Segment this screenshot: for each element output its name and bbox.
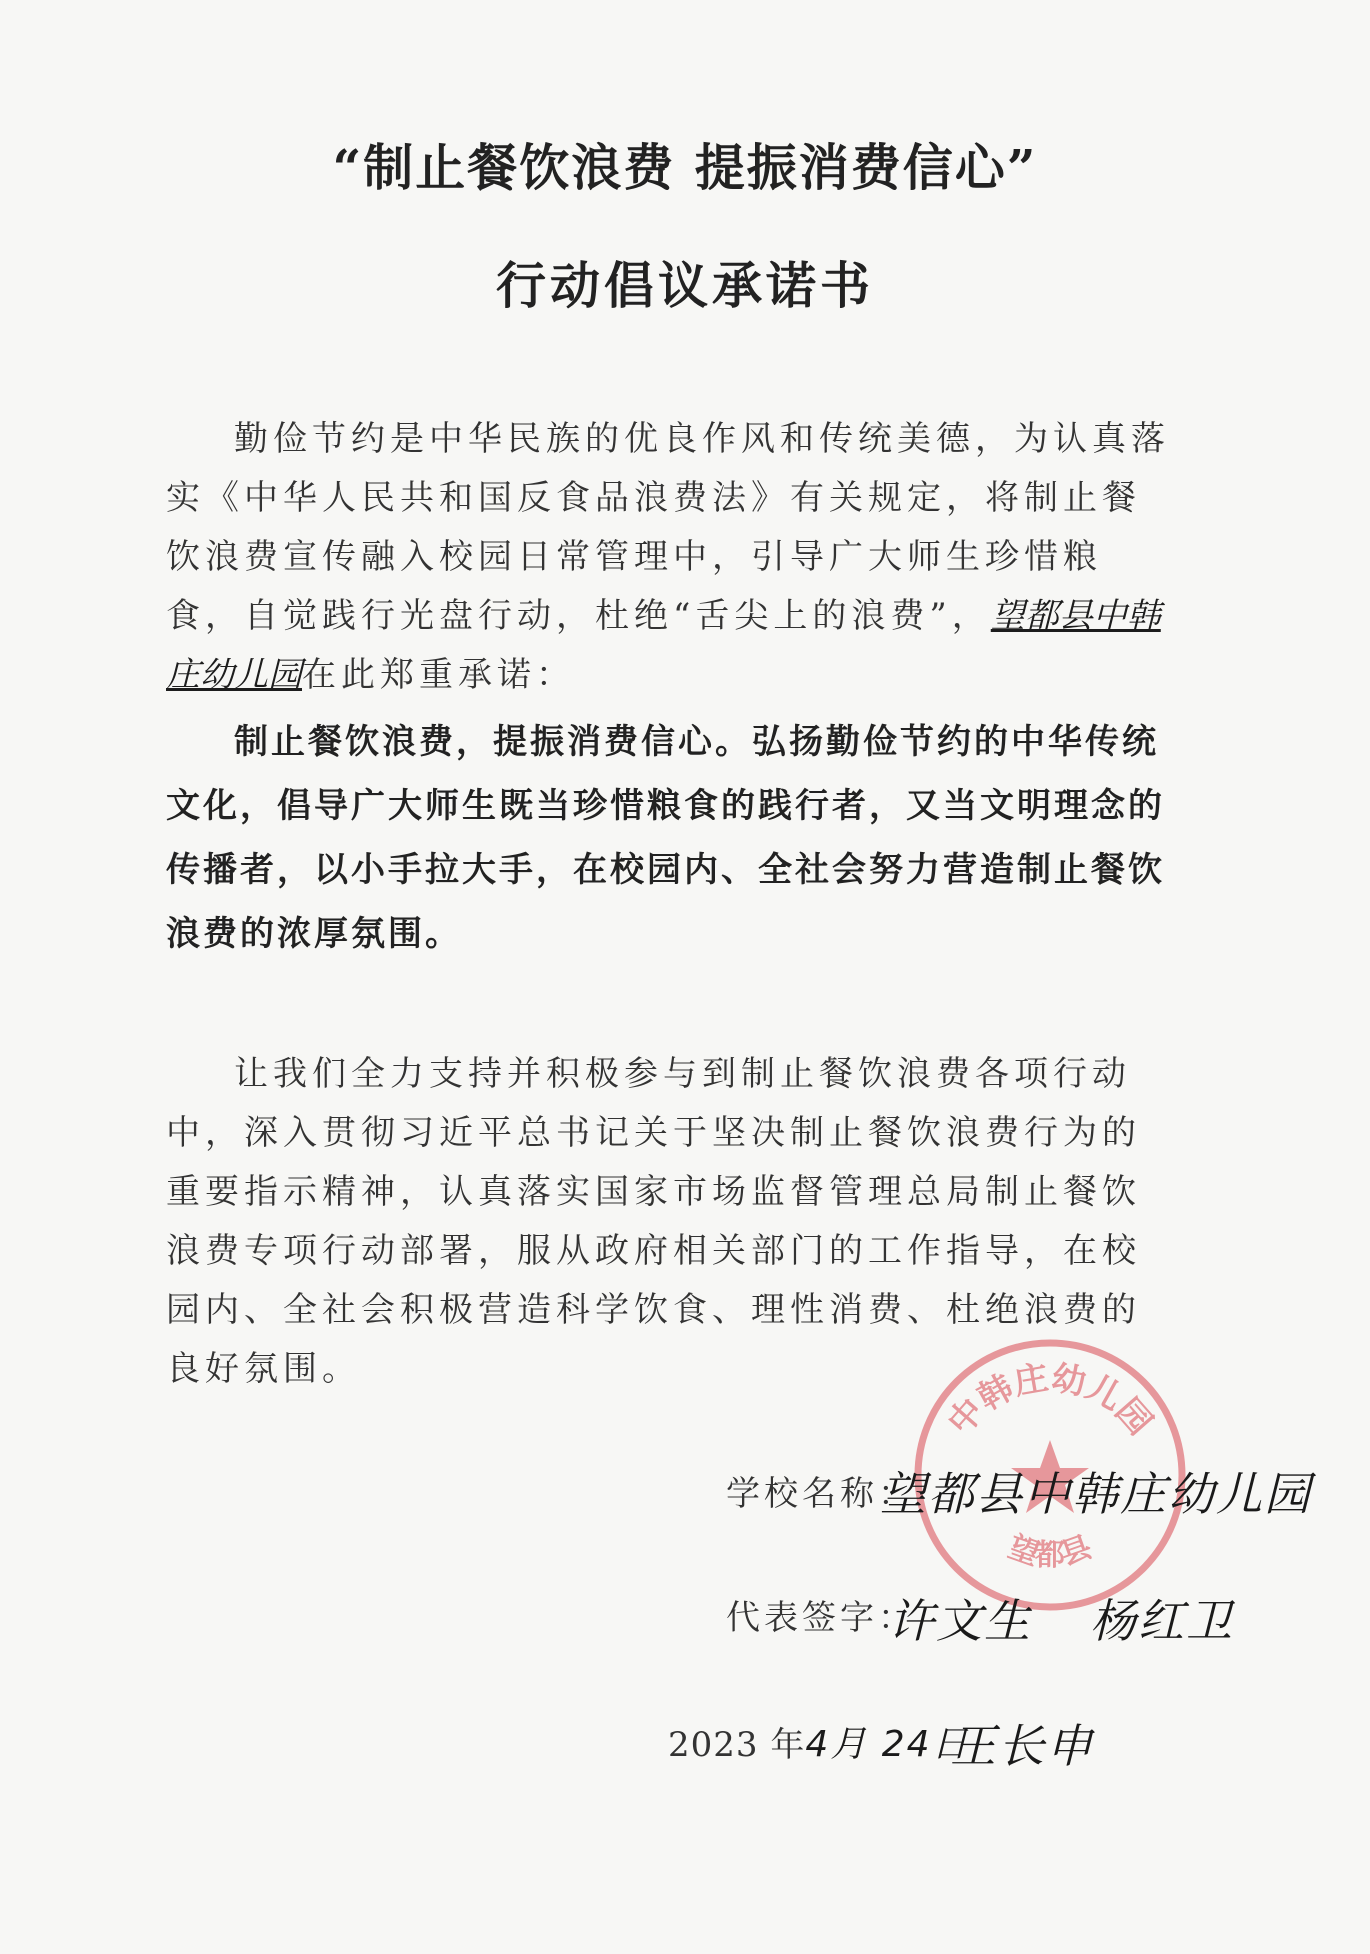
representative-signature-2: 杨红卫: [1090, 1594, 1234, 1648]
paragraph-intro-text: 勤俭节约是中华民族的优良作风和传统美德，为认真落实《中华人民共和国反食品浪费法》有关规定，将制止餐饮浪费宣传融入校园日常管理中，引导广大师生珍惜粮食，自觉践行光盘行动，杜绝“舌尖上的浪费”，: [166, 419, 1170, 636]
paragraph-commitment: 制止餐饮浪费，提振消费信心。弘扬勤俭节约的中华传统文化，倡导广大师生既当珍惜粮食的践行者，又当文明理念的传播者，以小手拉大手，在校园内、全社会努力营造制止餐饮浪费的浓厚氛围。: [166, 722, 1165, 954]
svg-text:望都县: [1004, 1530, 1096, 1574]
signature-date: [668, 1716, 970, 1767]
paragraph-intro: [166, 410, 1176, 705]
representative-signature-1: 许文生: [888, 1594, 1032, 1648]
representative-signature-label: 代表签字：: [726, 1598, 916, 1638]
seal-text-bottom: 望都县: [1003, 1529, 1097, 1574]
handwritten-school-name-inline: 望都县中韩庄幼儿园: [166, 596, 1161, 695]
school-name-label: 学校名称：: [726, 1474, 916, 1514]
paragraph-action: 让我们全力支持并积极参与到制止餐饮浪费各项行动中，深入贯彻习近平总书记关于坚决制止餐饮浪费行为的重要指示精神，认真落实国家市场监督管理总局制止餐饮浪费专项行动部署，服从政府相关部门的工作指导，在校园内、全社会积极营造科学饮食、理性消费、杜绝浪费的良好氛围。: [166, 1054, 1141, 1389]
seal-text-top: 中韩庄幼儿园: [940, 1358, 1160, 1443]
date-year: 2023 年: [668, 1725, 806, 1765]
document-title-line1: “制止餐饮浪费 提振消费信心”: [332, 138, 1038, 197]
representative-signature-3: 王长申: [950, 1719, 1094, 1773]
document-title-line2: 行动倡议承诺书: [496, 256, 874, 315]
paragraph-intro-end: 在此郑重承诺：: [302, 655, 575, 695]
handwritten-school-name: 望都县中韩庄幼儿园: [880, 1467, 1312, 1521]
date-handwritten: 4月 24日: [805, 1724, 970, 1765]
